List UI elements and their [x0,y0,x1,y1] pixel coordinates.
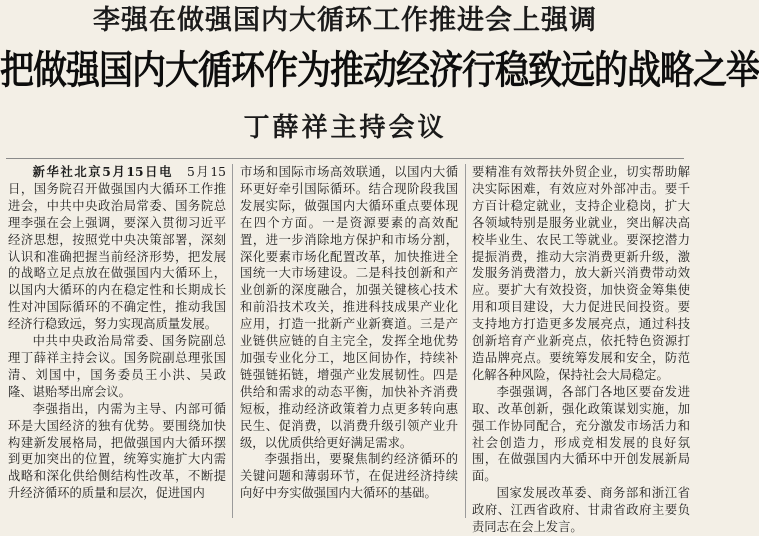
column-separator [232,164,233,518]
dateline: 新华社北京5月15日电 [32,164,173,179]
article-paragraph [8,164,226,333]
article-paragraph: 中共中央政治局常委、国务院副总理丁薛祥主持会议。国务院副总理张国清、刘国中，国务委员王小洪、吴政隆、谌贻琴出席会议。 [8,334,226,399]
article-paragraph: 李强指出，内需为主导、内部可循环是大国经济的独有优势。要围绕加快构建新发展格局，把做强国内大循环摆到更加突出的位置，统筹实施扩大内需战略和深化供给侧结构性改革，不断提升经济循环的质量和层次，促进国内 [8,401,226,501]
column-separator [465,164,466,518]
kicker-headline: 李强在做强国内大循环工作推进会上强调 [93,5,597,36]
article-paragraph: 李强指出，要聚焦制约经济循环的关键问题和薄弱环节，在促进经济持续向好中夯实做强国内大循环的基础。 [240,452,458,501]
paragraph-text: 5月15日，国务院召开做强国内大循环工作推进会，中共中央政治局常委、国务院总理李强在会上强调，要深入贯彻习近平经济思想，按照党中央决策部署，深刻认识和准确把握当前经济形势，把发展的战略立足点放在做强国内大循环上，以国内大循环的内在稳定性和长期成长性对冲国际循环的不确定性，推动我国经济行稳致远，努力实现高质量发展。 [8,165,226,332]
article-column-2 [240,164,458,518]
article-paragraph: 国家发展改革委、商务部和浙江省政府、江西省政府、甘肃省政府主要负责同志在会上发言。 [472,486,690,535]
article-paragraph: 市场和国际市场高效联通，以国内大循环更好牵引国际循环。结合现阶段我国发展实际，做强国内大循环重点要体现在四个方面。一是资源要素的高效配置，进一步消除地方保护和市场分割，深化要素市场化配置改革，加快推进全国统一大市场建设。二是科技创新和产业创新的深度融合，加强关键核心技术和前沿技术攻关，推进科技成果产业化应用，打造一批新产业新赛道。三是产业链供应链的自主完全，发挥全地优势加强专业化分工，地区间协作，持续补链强链拓链，增强产业发展韧性。四是供给和需求的动态平衡，加快补齐消费短板，推动经济政策着力点更多转向惠民生、促消费，以消费升级引领产业升级，以优质供给更好满足需求。 [240,165,458,450]
headline-divider [6,158,684,159]
article-column-1 [8,164,226,518]
article-column-3 [472,164,690,535]
subtitle-headline: 丁薛祥主持会议 [243,113,447,143]
main-headline: 把做强国内大循环作为推动经济行稳致远的战略之举 [0,47,759,94]
article-paragraph: 要精准有效帮扶外贸企业，切实帮助解决实际困难，有效应对外部冲击。要千方百计稳定就业，支持企业稳岗，扩大各领域特别是服务业就业，突出解决高校毕业生、农民工等就业。要深挖潜力提振消费，推动大宗消费更新升级，激发服务消费潜力，放大新兴消费带动效应。要扩大有效投资，加快资金筹集使用和项目建设，大力促进民间投资。要支持地方打造更多发展亮点，通过科技创新培育产业新亮点，依托特色资源打造品牌亮点。要统筹发展和安全，防范化解各种风险，保持社会大局稳定。 [472,165,690,382]
article-paragraph: 李强强调，各部门各地区要奋发进取、改革创新，强化政策谋划实施，加强工作协同配合，充分激发市场活力和社会创造力，形成竞相发展的良好氛围，在做强国内大循环中开创发展新局面。 [472,384,690,484]
